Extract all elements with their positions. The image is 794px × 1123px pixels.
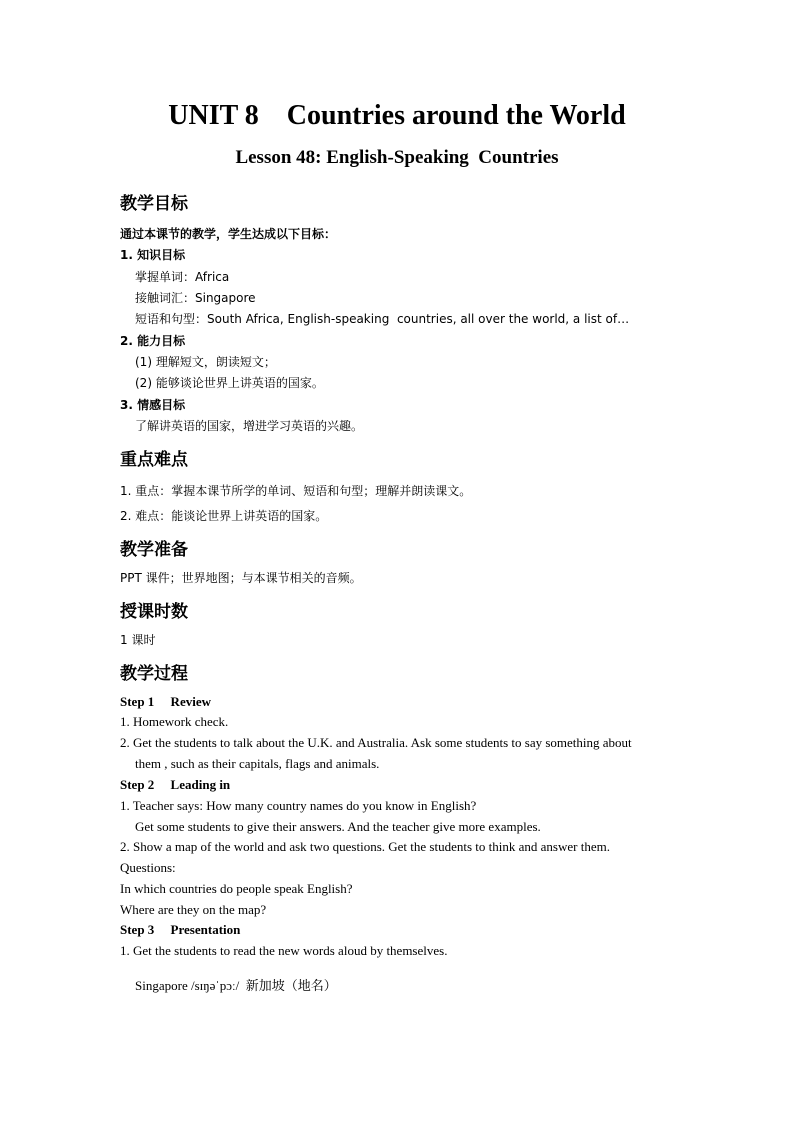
key-point-item: 1. 重点：掌握本课节所学的单词、短语和句型；理解并朗读课文。 <box>120 484 472 498</box>
process-heading: 教学过程 <box>120 664 188 684</box>
step-1-line: 2. Get the students to talk about the U.K. and Australia. Ask some students to say something about <box>120 735 632 750</box>
emotion-heading: 3. 情感目标 <box>120 398 186 412</box>
step-1-line: 1. Homework check. <box>120 714 229 729</box>
step-3-title: Step 3 Presentation <box>120 922 241 937</box>
key-points-heading: 重点难点 <box>120 450 188 470</box>
step-1-title: Step 1 Review <box>120 694 211 709</box>
step-2-line: Where are they on the map? <box>120 902 267 917</box>
step-2-line: Get some students to give their answers. And the teacher give more examples. <box>135 819 541 834</box>
hours-heading: 授课时数 <box>120 602 188 622</box>
ability-item: (1) 理解短文，朗读短文； <box>135 355 276 369</box>
step-3-line: 1. Get the students to read the new words aloud by themselves. <box>120 943 448 958</box>
preparation-text: PPT 课件；世界地图；与本课节相关的音频。 <box>120 571 362 585</box>
knowledge-heading: 1. 知识目标 <box>120 248 186 262</box>
step-2-line: 1. Teacher says: How many country names do you know in English? <box>120 798 477 813</box>
objectives-heading: 教学目标 <box>120 194 188 214</box>
knowledge-item: 接触词汇：Singapore <box>135 291 256 305</box>
preparation-heading: 教学准备 <box>120 540 188 560</box>
objectives-intro: 通过本课节的教学，学生达成以下目标： <box>120 227 337 241</box>
vocab-entry: Singapore /sɪŋəˈpɔː/ 新加坡（地名） <box>135 978 337 993</box>
key-point-item: 2. 难点：能谈论世界上讲英语的国家。 <box>120 509 328 523</box>
hours-text: 1 课时 <box>120 633 156 647</box>
step-2-line: Questions: <box>120 860 176 875</box>
knowledge-item: 掌握单词：Africa <box>135 270 230 284</box>
step-1-line: them , such as their capitals, flags and animals. <box>135 756 380 771</box>
step-2-line: In which countries do people speak English? <box>120 881 353 896</box>
step-2-line: 2. Show a map of the world and ask two questions. Get the students to think and answer them. <box>120 839 610 854</box>
step-2-title: Step 2 Leading in <box>120 777 231 792</box>
lesson-subtitle: Lesson 48: English-Speaking Countries <box>235 147 559 168</box>
ability-heading: 2. 能力目标 <box>120 334 186 348</box>
ability-item: (2) 能够谈论世界上讲英语的国家。 <box>135 376 324 390</box>
emotion-item: 了解讲英语的国家，增进学习英语的兴趣。 <box>135 419 364 433</box>
unit-title: UNIT 8 Countries around the World <box>168 100 626 131</box>
knowledge-item: 短语和句型：South Africa, English-speaking countries, all over the world, a list of… <box>135 312 630 326</box>
